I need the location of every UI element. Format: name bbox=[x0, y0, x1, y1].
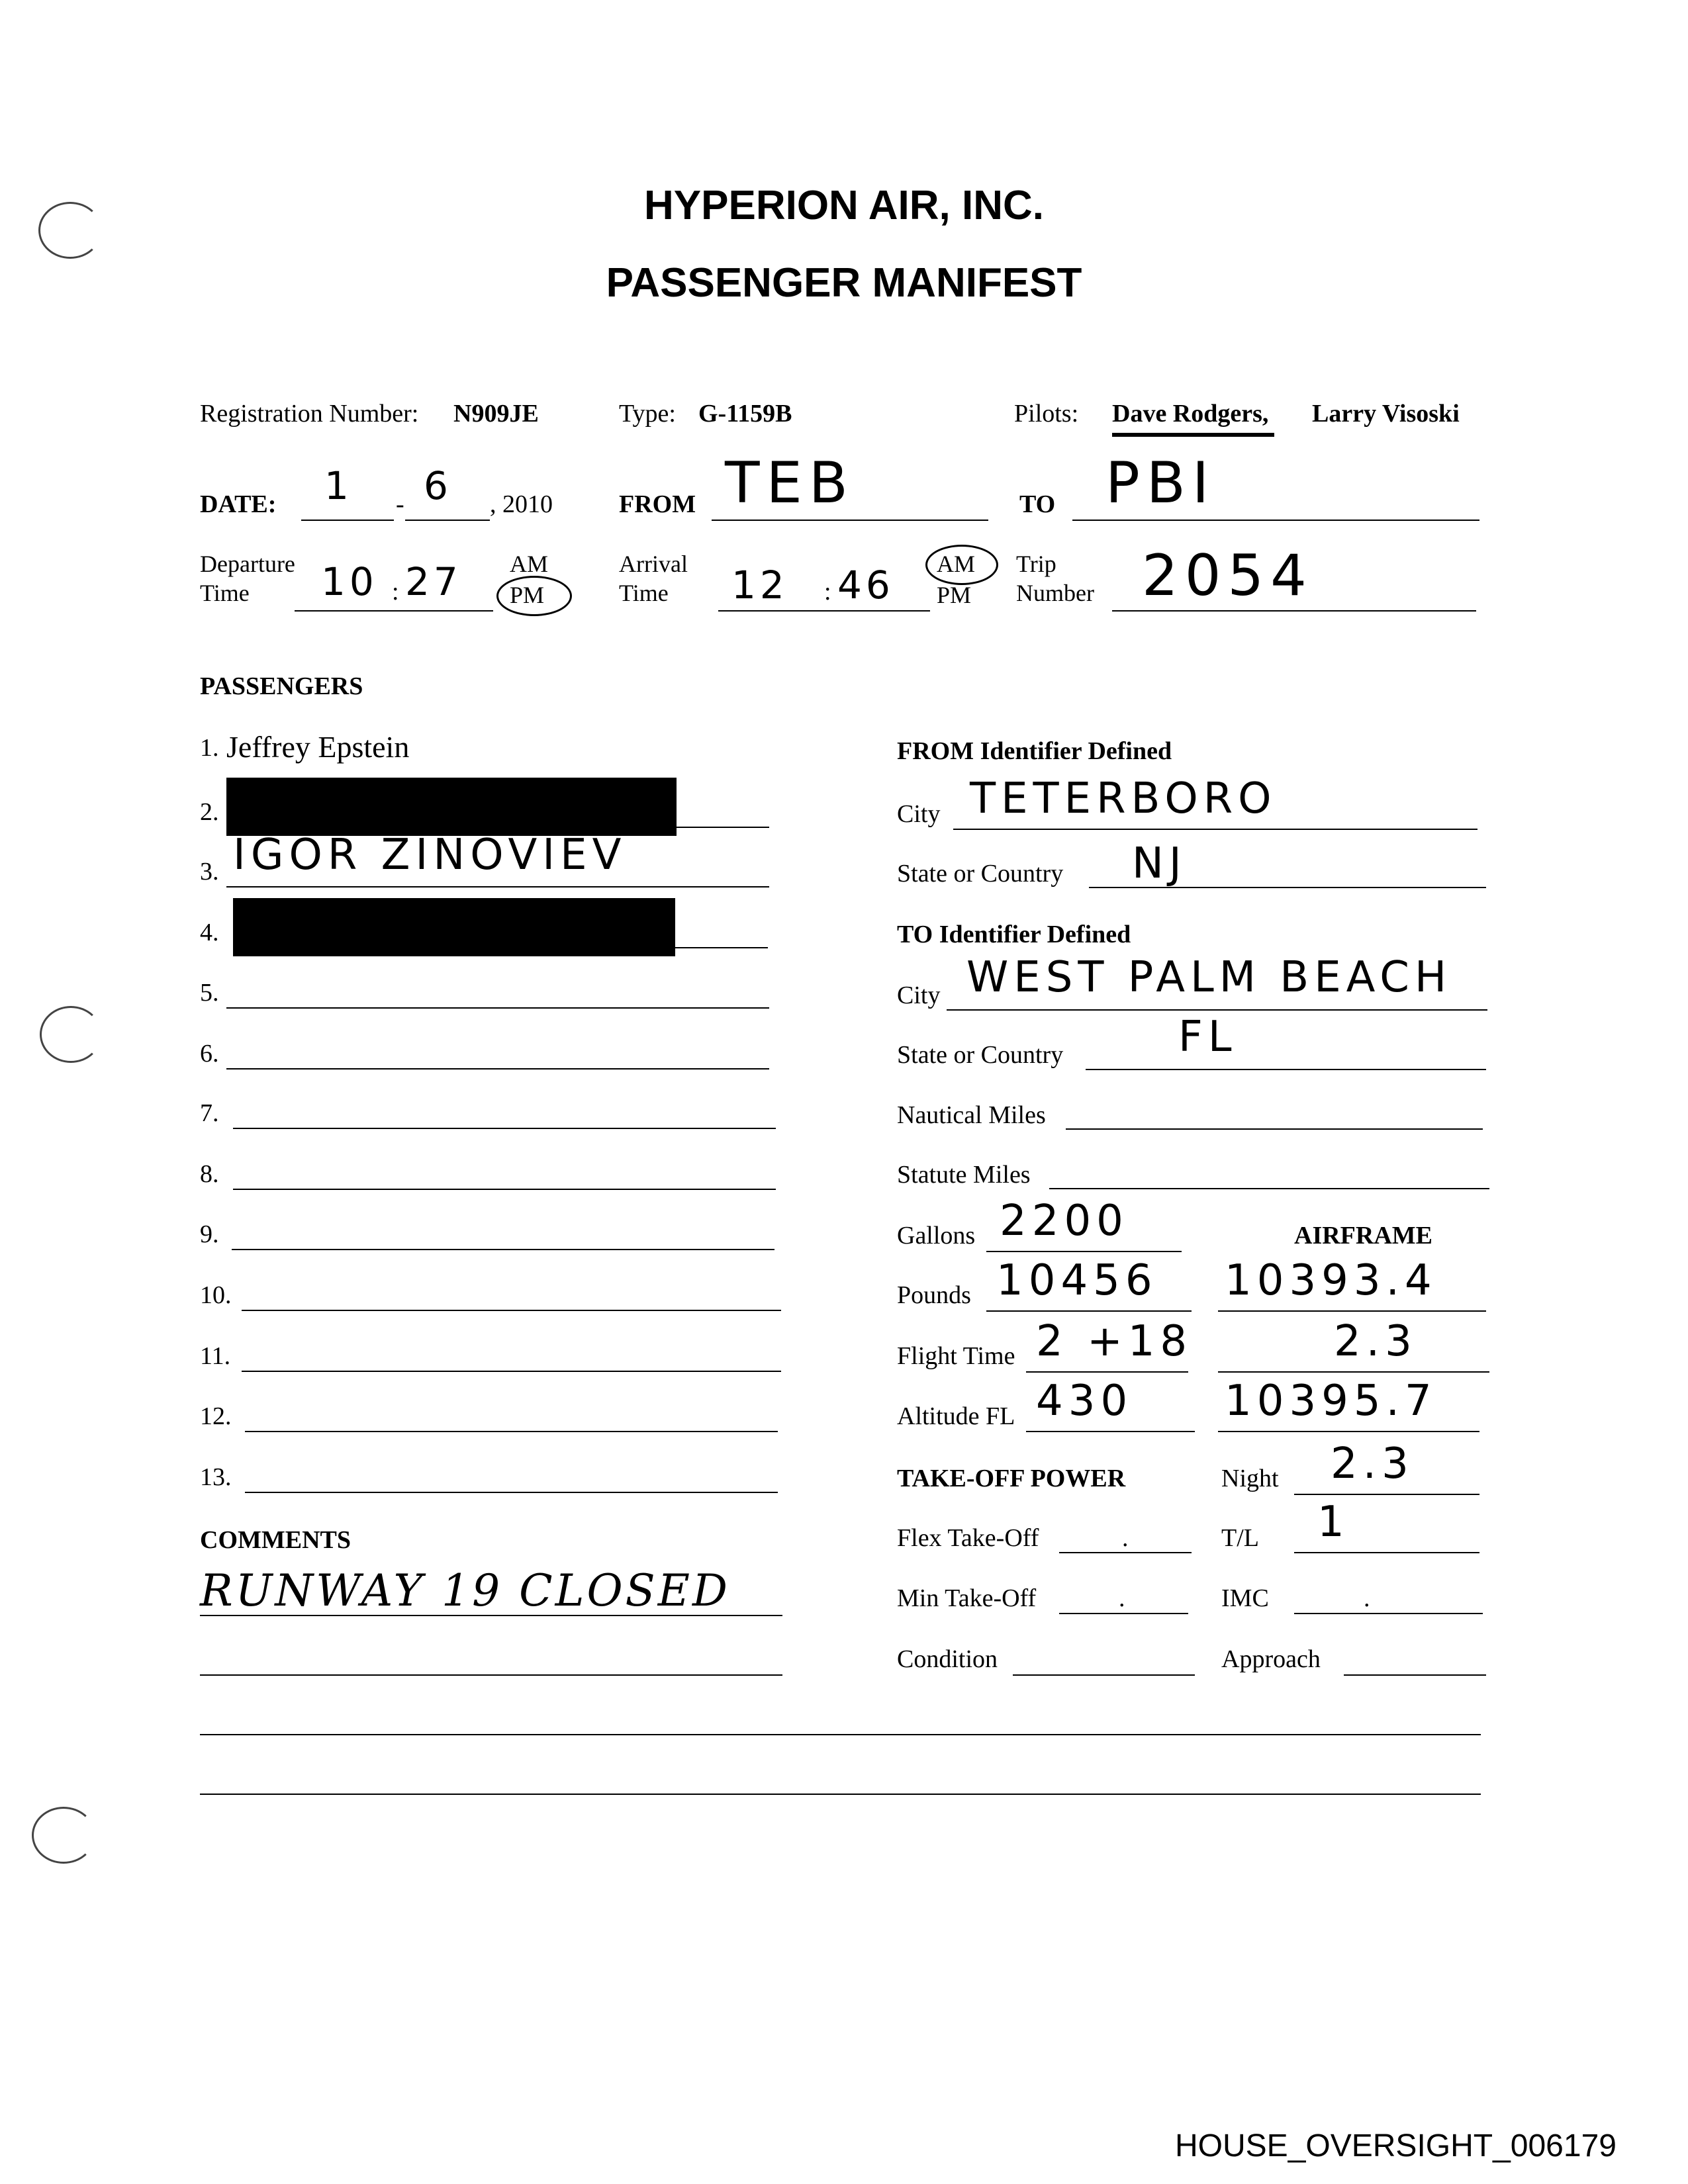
airframe-line-2 bbox=[1218, 1371, 1489, 1373]
punch-hole-bottom bbox=[32, 1807, 95, 1864]
from-label: FROM bbox=[619, 490, 696, 518]
imc-line bbox=[1294, 1613, 1483, 1614]
company-name: HYPERION AIR, INC. bbox=[644, 183, 1044, 228]
from-city-label: City bbox=[897, 800, 941, 828]
date-day-line bbox=[405, 520, 490, 521]
airframe-line-3 bbox=[1218, 1431, 1479, 1432]
condition-label: Condition bbox=[897, 1645, 998, 1673]
from-city-line bbox=[953, 829, 1477, 830]
passenger-line bbox=[245, 1431, 778, 1432]
type-label: Type: bbox=[619, 400, 676, 428]
to-line bbox=[1072, 520, 1479, 521]
to-city-label: City bbox=[897, 981, 941, 1009]
date-day: 6 bbox=[424, 463, 452, 508]
passengers-heading: PASSENGERS bbox=[200, 672, 363, 700]
night-value: 2.3 bbox=[1331, 1439, 1414, 1488]
flight-time-label: Flight Time bbox=[897, 1342, 1015, 1370]
comments-line-3 bbox=[200, 1734, 1481, 1735]
to-city-line bbox=[947, 1009, 1487, 1011]
arrival-hour: 12 bbox=[731, 563, 788, 608]
passenger-row-number: 2. bbox=[200, 798, 219, 826]
from-value: TEB bbox=[725, 450, 855, 516]
statute-miles-line bbox=[1049, 1188, 1489, 1189]
flex-takeoff-label: Flex Take-Off bbox=[897, 1524, 1039, 1552]
tl-label: T/L bbox=[1221, 1524, 1259, 1552]
passenger-line bbox=[232, 1249, 774, 1250]
altitude-line bbox=[1026, 1431, 1195, 1432]
pilot-1-underline bbox=[1112, 433, 1274, 437]
night-label: Night bbox=[1221, 1465, 1279, 1492]
airframe-row-2: 2.3 bbox=[1334, 1317, 1417, 1366]
min-takeoff-line bbox=[1059, 1613, 1188, 1614]
tl-line bbox=[1294, 1552, 1479, 1553]
to-value: PBI bbox=[1105, 450, 1216, 516]
min-takeoff-label: Min Take-Off bbox=[897, 1584, 1037, 1612]
night-line bbox=[1294, 1494, 1479, 1495]
comments-heading: COMMENTS bbox=[200, 1526, 351, 1554]
date-label: DATE: bbox=[200, 490, 277, 518]
imc-dot: . bbox=[1364, 1584, 1370, 1612]
pilot-2-name: Larry Visoski bbox=[1312, 400, 1460, 428]
passenger-line bbox=[233, 947, 768, 948]
from-state-label: State or Country bbox=[897, 860, 1064, 887]
imc-label: IMC bbox=[1221, 1584, 1269, 1612]
tl-value: 1 bbox=[1317, 1498, 1350, 1547]
passenger-row-number: 9. bbox=[200, 1220, 219, 1248]
airframe-heading: AIRFRAME bbox=[1294, 1222, 1432, 1250]
to-state-line bbox=[1086, 1069, 1486, 1070]
gallons-value: 2200 bbox=[1000, 1197, 1129, 1246]
from-identifier-heading: FROM Identifier Defined bbox=[897, 737, 1172, 765]
approach-label: Approach bbox=[1221, 1645, 1321, 1673]
passenger-row-number: 8. bbox=[200, 1160, 219, 1188]
condition-line bbox=[1013, 1674, 1195, 1676]
airframe-line-1 bbox=[1218, 1310, 1486, 1312]
airframe-row-3: 10395.7 bbox=[1225, 1377, 1437, 1426]
passenger-row-number: 3. bbox=[200, 858, 219, 886]
from-line bbox=[712, 520, 988, 521]
airframe-row-1: 10393.4 bbox=[1225, 1256, 1437, 1305]
date-month-line bbox=[301, 520, 394, 521]
passenger-line bbox=[242, 1310, 781, 1311]
passenger-row-number: 1. bbox=[200, 734, 219, 762]
passenger-line bbox=[226, 827, 769, 828]
passenger-row-number: 12. bbox=[200, 1402, 232, 1430]
from-state-line bbox=[1089, 887, 1486, 888]
passenger-row-number: 6. bbox=[200, 1040, 219, 1068]
arrival-colon: : bbox=[824, 578, 831, 606]
passenger-name: IGOR ZINOVIEV bbox=[233, 831, 627, 880]
passenger-line bbox=[226, 1068, 769, 1069]
comments-line-4 bbox=[200, 1794, 1481, 1795]
passenger-row-number: 5. bbox=[200, 979, 219, 1007]
altitude-value: 430 bbox=[1036, 1377, 1133, 1426]
nautical-miles-line bbox=[1066, 1128, 1483, 1130]
from-state-value: NJ bbox=[1132, 839, 1187, 888]
arrival-pm: PM bbox=[937, 582, 972, 608]
date-separator: - bbox=[396, 490, 404, 518]
arrival-label: Arrival Time bbox=[619, 551, 688, 606]
arrival-line bbox=[718, 610, 930, 612]
departure-minute: 27 bbox=[405, 559, 462, 604]
to-identifier-heading: TO Identifier Defined bbox=[897, 921, 1131, 948]
to-state-label: State or Country bbox=[897, 1041, 1064, 1069]
gallons-line bbox=[986, 1251, 1182, 1252]
comments-line-2 bbox=[200, 1674, 782, 1676]
passenger-row-number: 13. bbox=[200, 1463, 232, 1491]
date-year: , 2010 bbox=[490, 490, 553, 518]
arrival-am-circle bbox=[925, 545, 998, 585]
to-city-value: WEST PALM BEACH bbox=[966, 953, 1452, 1002]
flight-time-line bbox=[1026, 1371, 1188, 1373]
nautical-miles-label: Nautical Miles bbox=[897, 1101, 1046, 1129]
comments-line-1 bbox=[200, 1615, 782, 1616]
trip-line bbox=[1112, 610, 1476, 612]
to-label: TO bbox=[1019, 490, 1056, 518]
comments-text: RUNWAY 19 CLOSED bbox=[200, 1565, 730, 1616]
departure-line bbox=[295, 610, 493, 612]
departure-label: Departure Time bbox=[200, 551, 295, 606]
pilots-label: Pilots: bbox=[1014, 400, 1079, 428]
flight-time-value: 2 +18 bbox=[1036, 1317, 1193, 1366]
approach-line bbox=[1344, 1674, 1486, 1676]
document-title: PASSENGER MANIFEST bbox=[606, 260, 1082, 306]
trip-number: 2054 bbox=[1142, 543, 1313, 609]
pilot-1-name: Dave Rodgers, bbox=[1112, 400, 1269, 428]
to-state-value: FL bbox=[1178, 1013, 1237, 1062]
passenger-line bbox=[226, 1007, 769, 1009]
punch-hole-middle bbox=[40, 1006, 102, 1063]
pounds-value: 10456 bbox=[996, 1256, 1158, 1305]
pounds-label: Pounds bbox=[897, 1281, 971, 1309]
statute-miles-label: Statute Miles bbox=[897, 1161, 1031, 1189]
gallons-label: Gallons bbox=[897, 1222, 976, 1250]
date-month: 1 bbox=[324, 463, 353, 508]
passenger-row-number: 11. bbox=[200, 1342, 231, 1370]
takeoff-power-heading: TAKE-OFF POWER bbox=[897, 1465, 1126, 1492]
type-value: G-1159B bbox=[698, 400, 792, 428]
passenger-row-number: 10. bbox=[200, 1281, 232, 1309]
passenger-line bbox=[242, 1371, 781, 1372]
passenger-row-number: 4. bbox=[200, 919, 219, 946]
registration-label: Registration Number: bbox=[200, 400, 419, 428]
altitude-label: Altitude FL bbox=[897, 1402, 1015, 1430]
arrival-am: AM bbox=[937, 551, 976, 577]
passenger-name: Jeffrey Epstein bbox=[226, 730, 410, 764]
departure-pm-circle bbox=[496, 576, 572, 616]
departure-pm: PM bbox=[510, 582, 545, 608]
passenger-line bbox=[245, 1492, 778, 1493]
flex-takeoff-line bbox=[1059, 1552, 1192, 1553]
departure-hour: 10 bbox=[321, 559, 378, 604]
min-takeoff-dot: . bbox=[1119, 1584, 1125, 1612]
departure-colon: : bbox=[392, 578, 399, 606]
flex-takeoff-dot: . bbox=[1122, 1524, 1129, 1552]
passenger-line bbox=[233, 1189, 776, 1190]
from-city-value: TETERBORO bbox=[970, 774, 1277, 823]
arrival-minute: 46 bbox=[837, 563, 894, 608]
trip-label: Trip Number bbox=[1016, 551, 1094, 606]
passenger-line bbox=[226, 886, 769, 887]
bates-stamp: HOUSE_OVERSIGHT_006179 bbox=[1175, 2128, 1617, 2163]
departure-am: AM bbox=[510, 551, 549, 577]
passenger-line bbox=[233, 1128, 776, 1129]
pounds-line bbox=[986, 1310, 1192, 1312]
passenger-row-number: 7. bbox=[200, 1099, 219, 1127]
registration-value: N909JE bbox=[453, 400, 539, 428]
